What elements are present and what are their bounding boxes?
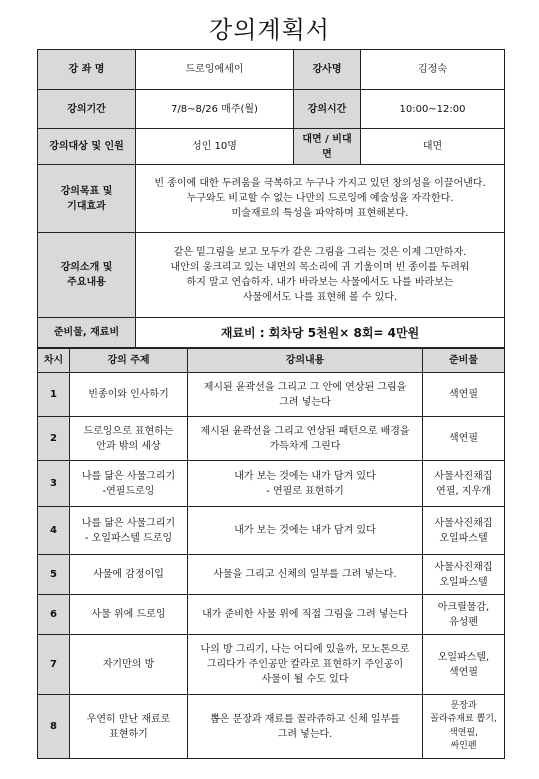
session-topic: 드로잉으로 표현하는 안과 밖의 세상 xyxy=(70,417,188,461)
mode-label: 대면 / 비대면 xyxy=(294,129,361,165)
session-number: 6 xyxy=(38,595,70,635)
session-number: 2 xyxy=(38,417,70,461)
table-row xyxy=(38,635,505,695)
session-content: 내가 준비한 사물 위에 직접 그림을 그려 넣는다 xyxy=(188,595,423,635)
material-label: 준비물, 재료비 xyxy=(38,318,136,348)
header-prep: 준비물 xyxy=(423,349,505,373)
session-prep: 사물사진채집 오일파스텔 xyxy=(423,555,505,595)
session-prep: 사물사진채집 오일파스텔 xyxy=(423,507,505,555)
page-title: 강의계획서 xyxy=(209,16,330,44)
session-topic: 우연히 만난 재료로 표현하기 xyxy=(70,695,188,759)
session-prep: 색연필 xyxy=(423,373,505,417)
table-row xyxy=(38,461,505,507)
session-content: 사물을 그리고 신체의 일부를 그려 넣는다. xyxy=(188,555,423,595)
info-row-period xyxy=(38,90,505,129)
session-number: 4 xyxy=(38,507,70,555)
table-row xyxy=(38,595,505,635)
session-content: 뽑은 문장과 재료를 꼴라쥬하고 신체 일부를 그려 넣는다. xyxy=(188,695,423,759)
header-topic: 강의 주제 xyxy=(70,349,188,373)
session-number: 3 xyxy=(38,461,70,507)
intro-text: 같은 밑그림을 보고 모두가 같은 그림을 그리는 것은 이제 그만하자. 내안의 웅크리고 있는 내면의 목소리에 귀 기울이며 빈 종이를 두려워 하지 말고 연습하자. 내가 바라보는 사물에서도 나를 바라보는 사물에서도 나를 표현해 볼 수 있다. xyxy=(136,233,505,318)
schedule-header-row xyxy=(38,349,505,373)
info-row-target xyxy=(38,129,505,165)
time-value: 10:00~12:00 xyxy=(361,90,505,129)
target-label: 강의대상 및 인원 xyxy=(38,129,136,165)
goal-label: 강의목표 및 기대효과 xyxy=(38,165,136,233)
header-session: 차시 xyxy=(38,349,70,373)
session-prep: 사물사진채집 연필, 지우개 xyxy=(423,461,505,507)
session-topic: 빈종이와 인사하기 xyxy=(70,373,188,417)
session-prep: 아크릴물감, 유성펜 xyxy=(423,595,505,635)
session-prep: 색연필 xyxy=(423,417,505,461)
header-content: 강의내용 xyxy=(188,349,423,373)
session-topic: 사물 위에 드로잉 xyxy=(70,595,188,635)
table-row xyxy=(38,507,505,555)
course-label: 강 좌 명 xyxy=(38,50,136,90)
intro-label: 강의소개 및 주요내용 xyxy=(38,233,136,318)
session-prep: 문장과 꼴라쥬재료 뽑기, 색연필, 싸인펜 xyxy=(423,695,505,759)
session-content: 나의 방 그리기, 나는 어디에 있을까, 모노톤으로 그리다가 주인공만 칼라로 표현하기 주인공이 사물이 될 수도 있다 xyxy=(188,635,423,695)
course-value: 드로잉에세이 xyxy=(136,50,294,90)
mode-value: 대면 xyxy=(361,129,505,165)
schedule-table xyxy=(37,348,505,759)
material-fee: 재료비 : 회차당 5천원× 8회= 4만원 xyxy=(136,318,505,348)
instructor-label: 강사명 xyxy=(294,50,361,90)
info-row-material xyxy=(38,318,505,348)
goal-text: 빈 종이에 대한 두려움을 극복하고 누구나 가지고 있던 창의성을 이끌어낸다. 누구와도 비교할 수 없는 나만의 드로잉에 예술성을 자각한다. 미술재료의 특성을 파악하며 표현해본다. xyxy=(136,165,505,233)
time-label: 강의시간 xyxy=(294,90,361,129)
session-content: 제시된 윤곽선을 그리고 연상된 패턴으로 배경을 가득차게 그린다 xyxy=(188,417,423,461)
table-row xyxy=(38,695,505,759)
info-row-intro xyxy=(38,233,505,318)
instructor-value: 김정숙 xyxy=(361,50,505,90)
table-row xyxy=(38,555,505,595)
table-row xyxy=(38,417,505,461)
table-row xyxy=(38,373,505,417)
session-number: 5 xyxy=(38,555,70,595)
session-number: 7 xyxy=(38,635,70,695)
session-content: 제시된 윤곽선을 그리고 그 안에 연상된 그림을 그려 넣는다 xyxy=(188,373,423,417)
session-topic: 나를 닮은 사물그리기 -연필드로잉 xyxy=(70,461,188,507)
target-value: 성인 10명 xyxy=(136,129,294,165)
session-content: 내가 보는 것에는 내가 담겨 있다 - 연필로 표현하기 xyxy=(188,461,423,507)
session-topic: 자기만의 방 xyxy=(70,635,188,695)
course-info-table xyxy=(37,49,505,348)
info-row-goal xyxy=(38,165,505,233)
session-prep: 오일파스텔, 색연필 xyxy=(423,635,505,695)
session-topic: 나를 닮은 사물그리기 - 오일파스텔 드로잉 xyxy=(70,507,188,555)
period-label: 강의기간 xyxy=(38,90,136,129)
session-number: 1 xyxy=(38,373,70,417)
info-row-course xyxy=(38,50,505,90)
session-content: 내가 보는 것에는 내가 담겨 있다 xyxy=(188,507,423,555)
session-number: 8 xyxy=(38,695,70,759)
period-value: 7/8~8/26 매주(월) xyxy=(136,90,294,129)
session-topic: 사물에 감정이입 xyxy=(70,555,188,595)
